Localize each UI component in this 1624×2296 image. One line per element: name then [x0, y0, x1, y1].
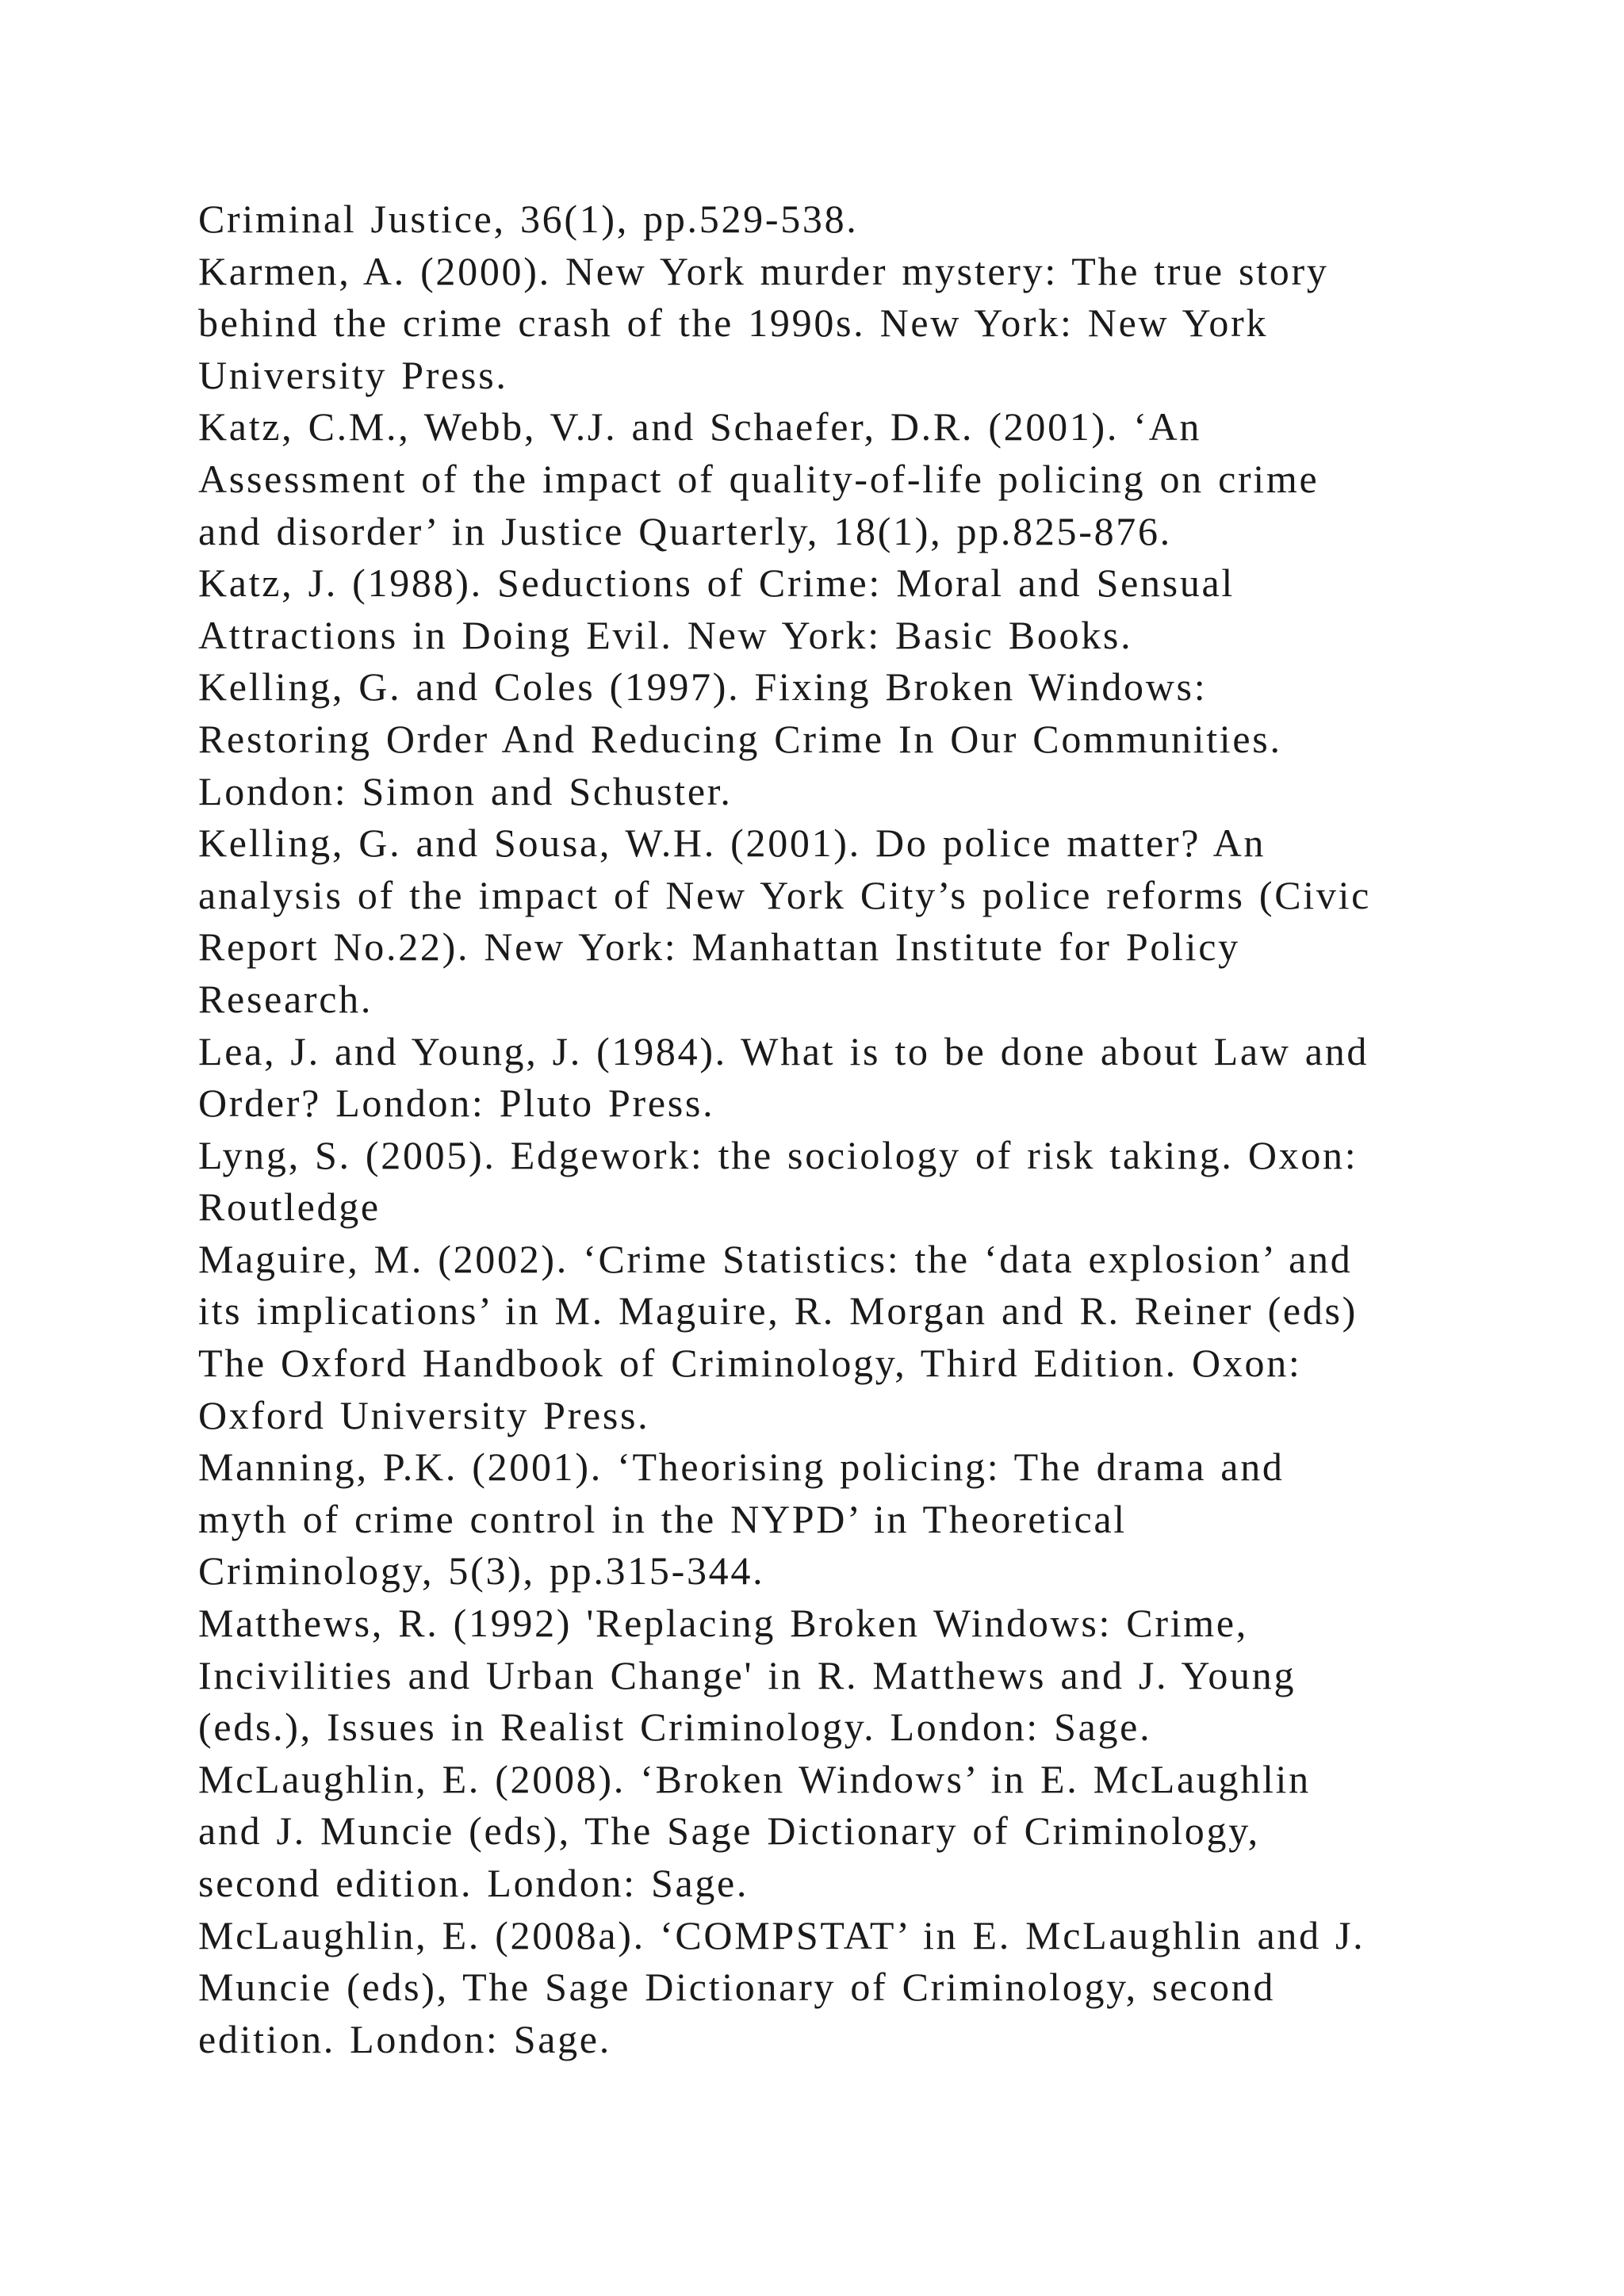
reference-line: Muncie (eds), The Sage Dictionary of Criminology, second: [198, 1965, 1276, 2010]
reference-line: behind the crime crash of the 1990s. New York: New York: [198, 300, 1269, 346]
reference-line: myth of crime control in the NYPD’ in Theoretical: [198, 1496, 1127, 1541]
reference-line: Katz, C.M., Webb, V.J. and Schaefer, D.R. (2001). ‘An: [198, 404, 1202, 450]
reference-line: Manning, P.K. (2001). ‘Theorising policing: The drama and: [198, 1445, 1285, 1490]
reference-line: Kelling, G. and Coles (1997). Fixing Broken Windows:: [198, 664, 1208, 710]
reference-line: Katz, J. (1988). Seductions of Crime: Moral and Sensual: [198, 561, 1235, 606]
reference-line: McLaughlin, E. (2008). ‘Broken Windows’ in E. McLaughlin: [198, 1756, 1311, 1801]
reference-line: its implications’ in M. Maguire, R. Morgan and R. Reiner (eds): [198, 1288, 1358, 1334]
reference-line: University Press.: [198, 352, 508, 397]
reference-line: Criminal Justice, 36(1), pp.529-538.: [198, 197, 859, 241]
reference-line: The Oxford Handbook of Criminology, Third Edition. Oxon:: [198, 1341, 1302, 1386]
reference-line: Lea, J. and Young, J. (1984). What is to be done about Law and: [198, 1028, 1369, 1073]
reference-line: (eds.), Issues in Realist Criminology. London: Sage.: [198, 1705, 1152, 1750]
reference-list: [198, 193, 1507, 2065]
reference-line: second edition. London: Sage.: [198, 1861, 749, 1905]
reference-line: Order? London: Pluto Press.: [198, 1081, 715, 1126]
reference-line: Criminology, 5(3), pp.315-344.: [198, 1548, 765, 1594]
reference-line: London: Simon and Schuster.: [198, 768, 733, 813]
reference-line: Restoring Order And Reducing Crime In Our Communities.: [198, 716, 1282, 761]
reference-line: Routledge: [198, 1184, 381, 1230]
reference-line: Kelling, G. and Sousa, W.H. (2001). Do police matter? An: [198, 821, 1266, 866]
reference-line: Attractions in Doing Evil. New York: Basic Books.: [198, 612, 1133, 657]
reference-line: Karmen, A. (2000). New York murder mystery: The true story: [198, 248, 1329, 293]
reference-line: and disorder’ in Justice Quarterly, 18(1), pp.825-876.: [198, 508, 1172, 553]
reference-line: Assessment of the impact of quality-of-life policing on crime: [198, 456, 1320, 501]
reference-line: Research.: [198, 976, 373, 1021]
reference-line: Maguire, M. (2002). ‘Crime Statistics: the ‘data explosion’ and: [198, 1236, 1353, 1281]
reference-line: Oxford University Press.: [198, 1392, 650, 1437]
reference-line: Matthews, R. (1992) 'Replacing Broken Windows: Crime,: [198, 1601, 1248, 1646]
reference-line: Report No.22). New York: Manhattan Institute for Policy: [198, 924, 1240, 970]
reference-line: Lyng, S. (2005). Edgework: the sociology of risk taking. Oxon:: [198, 1132, 1358, 1177]
reference-line: McLaughlin, E. (2008a). ‘COMPSTAT’ in E. McLaughlin and J.: [198, 1912, 1365, 1957]
reference-line: and J. Muncie (eds), The Sage Dictionary of Criminology,: [198, 1808, 1260, 1854]
reference-line: Incivilities and Urban Change' in R. Matthews and J. Young: [198, 1652, 1297, 1697]
reference-line: edition. London: Sage.: [198, 2016, 611, 2061]
reference-line: analysis of the impact of New York City’s police reforms (Civic: [198, 872, 1372, 917]
